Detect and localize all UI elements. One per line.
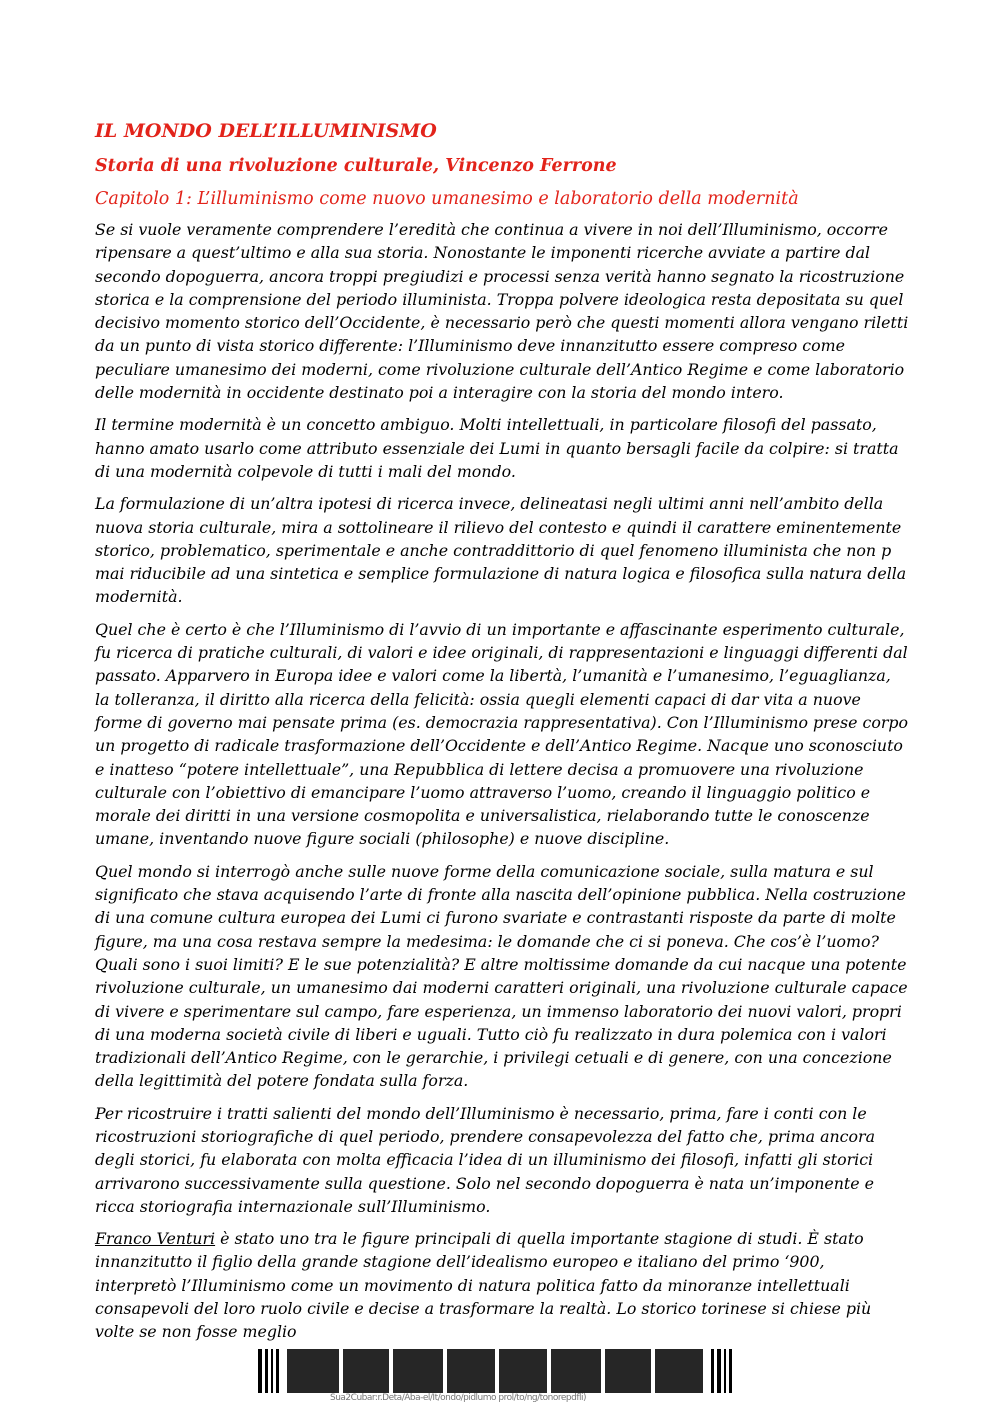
paragraph-venturi	[95, 1227, 910, 1343]
document-subtitle: Storia di una rivoluzione culturale, Vincenzo Ferrone	[95, 156, 617, 176]
paragraph: La formulazione di un’altra ipotesi di ricerca invece, delineatasi negli ultimi anni nell’ambito della nuova storia culturale, mira a sottolineare il rilievo del contesto e quindi il carattere eminentemente storico, problematico, sperimentale e anche contraddittorio di quel fenomeno illuminista che non p mai riducibile ad una sintetica e semplice formulazione di natura logica e filosofica sulla natura della modernità.	[95, 494, 907, 607]
paragraph: Per ricostruire i tratti salienti del mondo dell’Illuminismo è necessario, prima, fare i conti con le ricostruzioni storiografiche di quel periodo, prendere consapevolezza del fatto che, prima ancora degli storici, fu elaborata con molta efficacia l’idea di un illuminismo dei filosofi, infatti gli storici arrivarono successivamente sulla questione. Solo nel secondo dopoguerra è nata un’imponente e ricca storiografia internazionale sull’Illuminismo.	[95, 1103, 875, 1216]
document-title: IL MONDO DELL’ILLUMINISMO	[95, 120, 437, 142]
paragraph: Quel mondo si interrogò anche sulle nuove forme della comunicazione sociale, sulla matura e sul significato che stava acquisendo l’arte di fronte alla nascita dell’opinione pubblica. Nella costruzione di una comune cultura europea dei Lumi ci furono svariate e contrastanti risposte da parte di molte figure, ma una cosa restava sempre la medesima: le domande che ci si poneva. Che cos’è l’uomo? Quali sono i suoi limiti? E le sue potenzialità? E altre moltissime domande da cui nacque una potente rivoluzione culturale, un umanesimo dai moderni caratteri originali, una rivoluzione culturale capace di vivere e sperimentare sul campo, fare esperienza, un immenso laboratorio dei nuovi valori, propri di una moderna società civile di liberi e uguali. Tutto ciò fu realizzato in dura polemica con i valori tradizionali dell’Antico Regime, con le gerarchie, i privilegi cetuali e di genere, con una concezione della legittimità del potere fondata sulla forza.	[95, 861, 908, 1091]
document-page	[95, 118, 910, 1353]
chapter-heading: Capitolo 1: L’illuminismo come nuovo umanesimo e laboratorio della modernità	[95, 189, 799, 209]
paragraph-text: è stato uno tra le figure principali di quella importante stagione di studi. È stato innanzitutto il figlio della grande stagione dell’idealismo europeo e italiano del primo ‘900, interpretò l’Illuminismo come un movimento di natura politica fatto da minoranze intellettuali consapevoli del loro ruolo civile e decise a trasformare la realtà. Lo storico torinese si chiese più volte se non fosse meglio	[95, 1229, 872, 1342]
paragraph: Il termine modernità è un concetto ambiguo. Molti intellettuali, in particolare filosofi del passato, hanno amato usarlo come attributo essenziale dei Lumi in quanto bersagli facile da colpire: si tratta di una modernità colpevole di tutti i mali del mondo.	[95, 415, 899, 481]
author-link[interactable]: Franco Venturi	[95, 1229, 216, 1249]
paragraph: Se si vuole veramente comprendere l’eredità che continua a vivere in noi dell’Illuminismo, occorre ripensare a quest’ultimo e alla sua storia. Nonostante le imponenti ricerche avviate a partire dal secondo dopoguerra, ancora troppi pregiudizi e processi senza verità hanno segnato la ricostruzione storica e la comprensione del periodo illuminista. Troppa polvere ideologica resta depositata su quel decisivo momento storico dell’Occidente, è necessario però che questi momenti allora vengano riletti da un punto di vista storico differente: l’Illuminismo deve innanzitutto essere compreso come peculiare umanesimo dei moderni, come rivoluzione culturale dell’Antico Regime e come laboratorio delle modernità in occidente destinato poi a interagire con la storia del mondo intero.	[95, 220, 909, 403]
barcode-caption: Sua2Cubar:r.Deta/Aba-el/It/ondo/pidlumo prol/to/ng/tonorepdfli)	[330, 1393, 587, 1403]
paragraph: Quel che è certo è che l’Illuminismo di l’avvio di un importante e affascinante esperimento culturale, fu ricerca di pratiche culturali, di valori e idee originali, di rappresentazioni e linguaggi differenti dal passato. Apparvero in Europa idee e valori come la libertà, l’umanità e l’umanesimo, l’eguaglianza, la tolleranza, il diritto alla ricerca della felicità: ossia quegli elementi capaci di dar vita a nuove forme di governo mai pensate prima (es. democrazia rappresentativa). Con l’Illuminismo prese corpo un progetto di radicale trasformazione dell’Occidente e dell’Antico Regime. Nacque uno sconosciuto e inatteso “potere intellettuale”, una Repubblica di lettere decisa a promuovere una rivoluzione culturale con l’obiettivo di emancipare l’uomo attraverso l’uomo, creando il linguaggio politico e morale dei diritti in una versione cosmopolita e universalistica, rielaborando tutte le conoscenze umane, inventando nuove figure sociali (philosophe) e nuove discipline.	[95, 619, 909, 849]
barcode-image	[258, 1349, 744, 1393]
